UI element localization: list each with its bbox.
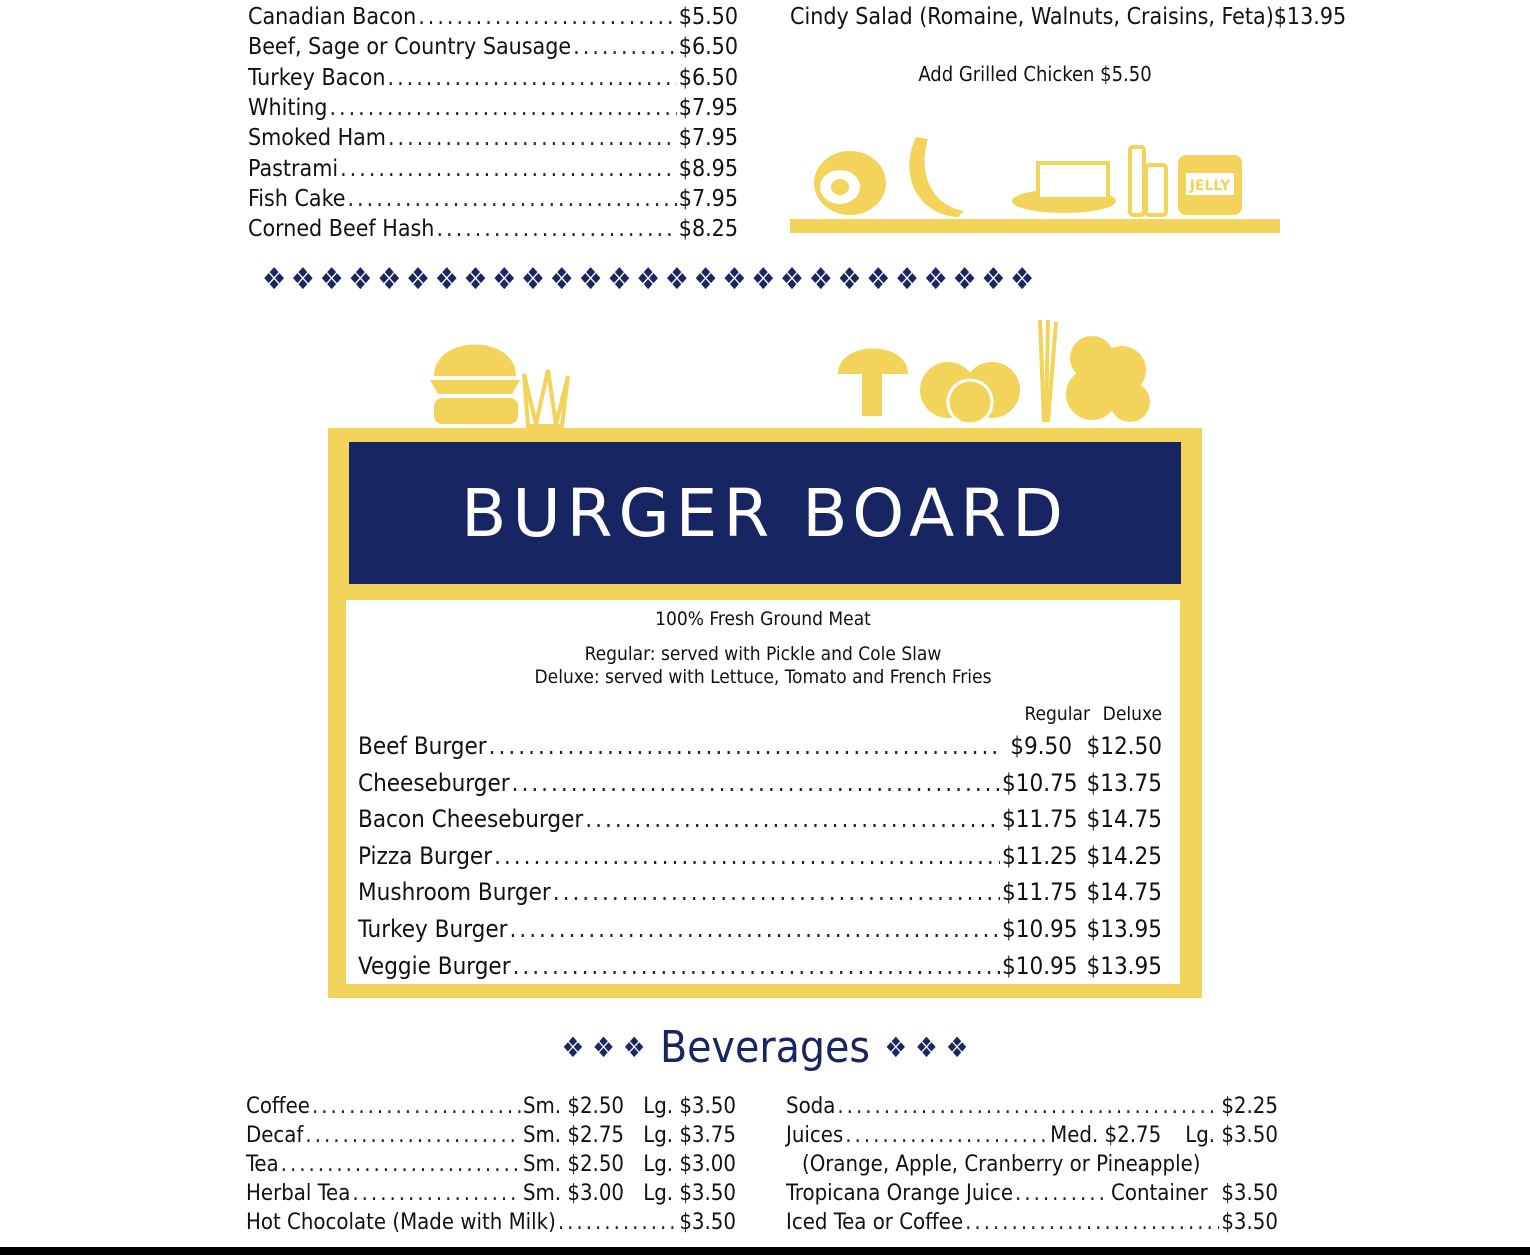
leader-dots bbox=[845, 1123, 1048, 1148]
burger-deluxe-price: $13.75 bbox=[1086, 768, 1162, 797]
burger-deluxe-price: $14.75 bbox=[1086, 878, 1162, 907]
bev-small-price: Sm. $3.00 bbox=[522, 1181, 624, 1206]
bev-tropicana bbox=[786, 1181, 1278, 1206]
leader-dots bbox=[329, 95, 676, 121]
side-row bbox=[248, 95, 738, 121]
bev-large-price: Lg. $3.75 bbox=[643, 1123, 736, 1148]
vegetables-illustration bbox=[830, 318, 1160, 428]
leader-dots bbox=[312, 1094, 521, 1119]
bev-tropicana-name: Tropicana Orange Juice bbox=[786, 1181, 1014, 1206]
side-name: Turkey Bacon bbox=[248, 64, 386, 91]
breakfast-food-illustration bbox=[788, 125, 1282, 237]
bev-row bbox=[246, 1210, 736, 1235]
burger-board-header bbox=[349, 442, 1181, 584]
leader-dots bbox=[436, 216, 676, 242]
side-row bbox=[248, 125, 738, 151]
burger-deluxe-price: $14.25 bbox=[1086, 841, 1162, 870]
burger-name: Veggie Burger bbox=[358, 951, 511, 980]
salad-item bbox=[790, 4, 1347, 30]
bev-name: Hot Chocolate (Made with Milk) bbox=[246, 1210, 556, 1235]
leader-dots bbox=[352, 1181, 521, 1206]
bev-soda-price: $2.25 bbox=[1221, 1094, 1278, 1119]
leader-dots bbox=[489, 732, 1000, 760]
bev-name: Tea bbox=[246, 1152, 279, 1177]
burger-row bbox=[358, 769, 1162, 797]
burger-regular-price: $10.75 bbox=[1002, 768, 1078, 797]
bev-small-price: Sm. $2.75 bbox=[522, 1123, 624, 1148]
side-price: $7.95 bbox=[678, 94, 738, 121]
burger-row bbox=[358, 915, 1162, 943]
burger-board-frame bbox=[328, 428, 1202, 998]
leader-dots bbox=[513, 952, 1000, 980]
burger-board-body bbox=[346, 600, 1180, 984]
column-header-deluxe: Deluxe bbox=[1102, 703, 1162, 725]
side-row bbox=[248, 4, 738, 30]
leader-dots bbox=[837, 1094, 1219, 1119]
side-price: $6.50 bbox=[678, 34, 738, 61]
burger-deluxe-price: $12.50 bbox=[1086, 732, 1162, 760]
side-name: Smoked Ham bbox=[248, 125, 386, 152]
bev-small-price: Sm. $2.50 bbox=[522, 1094, 624, 1119]
ornament-left: ❖ ❖ ❖ bbox=[561, 1031, 646, 1064]
bev-large-price: Lg. $3.50 bbox=[643, 1181, 736, 1206]
burger-name: Mushroom Burger bbox=[358, 878, 551, 907]
side-price: $5.50 bbox=[678, 4, 738, 30]
burger-fries-illustration bbox=[420, 320, 580, 430]
bottom-edge-bar bbox=[0, 1247, 1530, 1255]
side-row bbox=[248, 65, 738, 91]
ornament-divider: ❖ ❖ ❖ ❖ ❖ ❖ ❖ ❖ ❖ ❖ ❖ ❖ ❖ ❖ ❖ ❖ ❖ ❖ ❖ ❖ ❖ ❖ ❖ ❖ ❖ ❖ ❖ bbox=[262, 262, 1033, 297]
leader-dots bbox=[573, 34, 677, 60]
leader-dots bbox=[494, 842, 1000, 870]
leader-dots bbox=[340, 156, 677, 182]
salad-price: $13.95 bbox=[1273, 4, 1347, 30]
burger-name: Bacon Cheeseburger bbox=[358, 805, 584, 834]
scallion-icon bbox=[1040, 320, 1056, 422]
bev-juices bbox=[786, 1123, 1278, 1148]
bev-small-price: Sm. $2.50 bbox=[522, 1152, 624, 1177]
bev-row bbox=[246, 1152, 736, 1177]
bev-name: Decaf bbox=[246, 1123, 304, 1148]
burger-row bbox=[358, 952, 1162, 980]
beverages-heading bbox=[0, 1022, 1530, 1073]
leader-dots bbox=[1015, 1181, 1109, 1206]
burger-row bbox=[358, 842, 1162, 870]
side-name: Pastrami bbox=[248, 155, 339, 182]
bev-iced-price: $3.50 bbox=[1221, 1210, 1278, 1235]
ornament-right: ❖ ❖ ❖ bbox=[884, 1031, 969, 1064]
burger-regular-price: $9.50 bbox=[1010, 732, 1072, 760]
side-price: $7.95 bbox=[678, 125, 738, 152]
leader-dots bbox=[553, 878, 1000, 906]
burger-regular-price: $11.25 bbox=[1002, 841, 1078, 870]
bev-soda bbox=[786, 1094, 1278, 1119]
burger-board-title: BURGER BOARD bbox=[461, 474, 1069, 552]
bev-juices-name: Juices bbox=[786, 1123, 844, 1148]
bev-name: Coffee bbox=[246, 1094, 310, 1119]
bev-tropicana-unit: Container bbox=[1111, 1181, 1208, 1206]
salad-addon: Add Grilled Chicken $5.50 bbox=[918, 62, 1152, 86]
side-row bbox=[248, 216, 738, 242]
leader-dots bbox=[558, 1210, 677, 1235]
bev-juices-note: (Orange, Apple, Cranberry or Pineapple) bbox=[802, 1152, 1201, 1177]
lettuce-icon bbox=[1066, 336, 1150, 422]
beverages-title: Beverages bbox=[660, 1022, 870, 1073]
side-row bbox=[248, 186, 738, 212]
burger-name: Beef Burger bbox=[358, 732, 487, 760]
ham-icon bbox=[814, 151, 886, 215]
burger-deluxe-price: $13.95 bbox=[1086, 915, 1162, 943]
burger-regular-desc: Regular: served with Pickle and Cole Slaw bbox=[584, 643, 942, 665]
side-row bbox=[248, 156, 738, 182]
banana-icon bbox=[909, 137, 964, 217]
side-name: Beef, Sage or Country Sausage bbox=[248, 34, 572, 61]
bev-large-price: Lg. $3.00 bbox=[643, 1152, 736, 1177]
burger-name: Cheeseburger bbox=[358, 768, 510, 797]
burger-deluxe-price: $13.95 bbox=[1086, 951, 1162, 980]
leader-dots bbox=[965, 1210, 1219, 1235]
bev-tropicana-price: $3.50 bbox=[1221, 1181, 1278, 1206]
side-row bbox=[248, 34, 738, 60]
bev-price: $3.50 bbox=[679, 1210, 736, 1235]
column-header-regular: Regular bbox=[1024, 703, 1090, 725]
bev-row bbox=[246, 1181, 736, 1206]
burger-row bbox=[358, 732, 1162, 760]
burger-name: Pizza Burger bbox=[358, 841, 493, 870]
side-price: $6.50 bbox=[678, 64, 738, 91]
condiment-bottles-icon bbox=[1130, 147, 1166, 215]
bev-row bbox=[246, 1123, 736, 1148]
burger-row bbox=[358, 805, 1162, 833]
leader-dots bbox=[305, 1123, 521, 1148]
side-name: Canadian Bacon bbox=[248, 4, 417, 30]
bev-iced bbox=[786, 1210, 1278, 1235]
mushroom-icon bbox=[838, 349, 908, 417]
leader-dots bbox=[512, 769, 1000, 797]
burger-deluxe-price: $14.75 bbox=[1086, 805, 1162, 834]
leader-dots bbox=[347, 186, 676, 212]
fries-icon bbox=[524, 370, 568, 426]
leader-dots bbox=[388, 65, 677, 91]
bev-large-price: Lg. $3.50 bbox=[643, 1094, 736, 1119]
tomato-icon bbox=[920, 362, 1020, 424]
bev-row bbox=[246, 1094, 736, 1119]
bev-juices-medium: Med. $2.75 bbox=[1050, 1123, 1162, 1148]
side-name: Corned Beef Hash bbox=[248, 216, 435, 243]
burger-regular-price: $11.75 bbox=[1002, 805, 1078, 834]
jelly-jar-icon bbox=[1178, 155, 1242, 215]
svg-text:JELLY: JELLY bbox=[1189, 178, 1231, 194]
leader-dots bbox=[281, 1152, 521, 1177]
burger-deluxe-desc: Deluxe: served with Lettuce, Tomato and French Fries bbox=[534, 666, 992, 688]
burger-subtitle: 100% Fresh Ground Meat bbox=[655, 608, 871, 630]
burger-regular-price: $10.95 bbox=[1002, 915, 1078, 943]
butter-icon bbox=[1012, 163, 1116, 213]
burger-regular-price: $10.95 bbox=[1002, 951, 1078, 980]
leader-dots bbox=[585, 805, 1000, 833]
side-price: $8.95 bbox=[678, 155, 738, 182]
leader-dots bbox=[418, 4, 677, 30]
bev-name: Herbal Tea bbox=[246, 1181, 351, 1206]
salad-name: Cindy Salad (Romaine, Walnuts, Craisins, Feta) bbox=[790, 4, 1274, 30]
bev-iced-name: Iced Tea or Coffee bbox=[786, 1210, 964, 1235]
burger-name: Turkey Burger bbox=[358, 915, 508, 943]
burger-icon bbox=[434, 345, 516, 377]
side-price: $8.25 bbox=[678, 216, 738, 243]
leader-dots bbox=[509, 915, 1000, 943]
side-name: Fish Cake bbox=[248, 185, 346, 212]
side-name: Whiting bbox=[248, 94, 328, 121]
burger-row bbox=[358, 878, 1162, 906]
side-price: $7.95 bbox=[678, 185, 738, 212]
burger-regular-price: $11.75 bbox=[1002, 878, 1078, 907]
bev-juices-large: Lg. $3.50 bbox=[1185, 1123, 1278, 1148]
leader-dots bbox=[388, 125, 677, 151]
bev-soda-name: Soda bbox=[786, 1094, 836, 1119]
